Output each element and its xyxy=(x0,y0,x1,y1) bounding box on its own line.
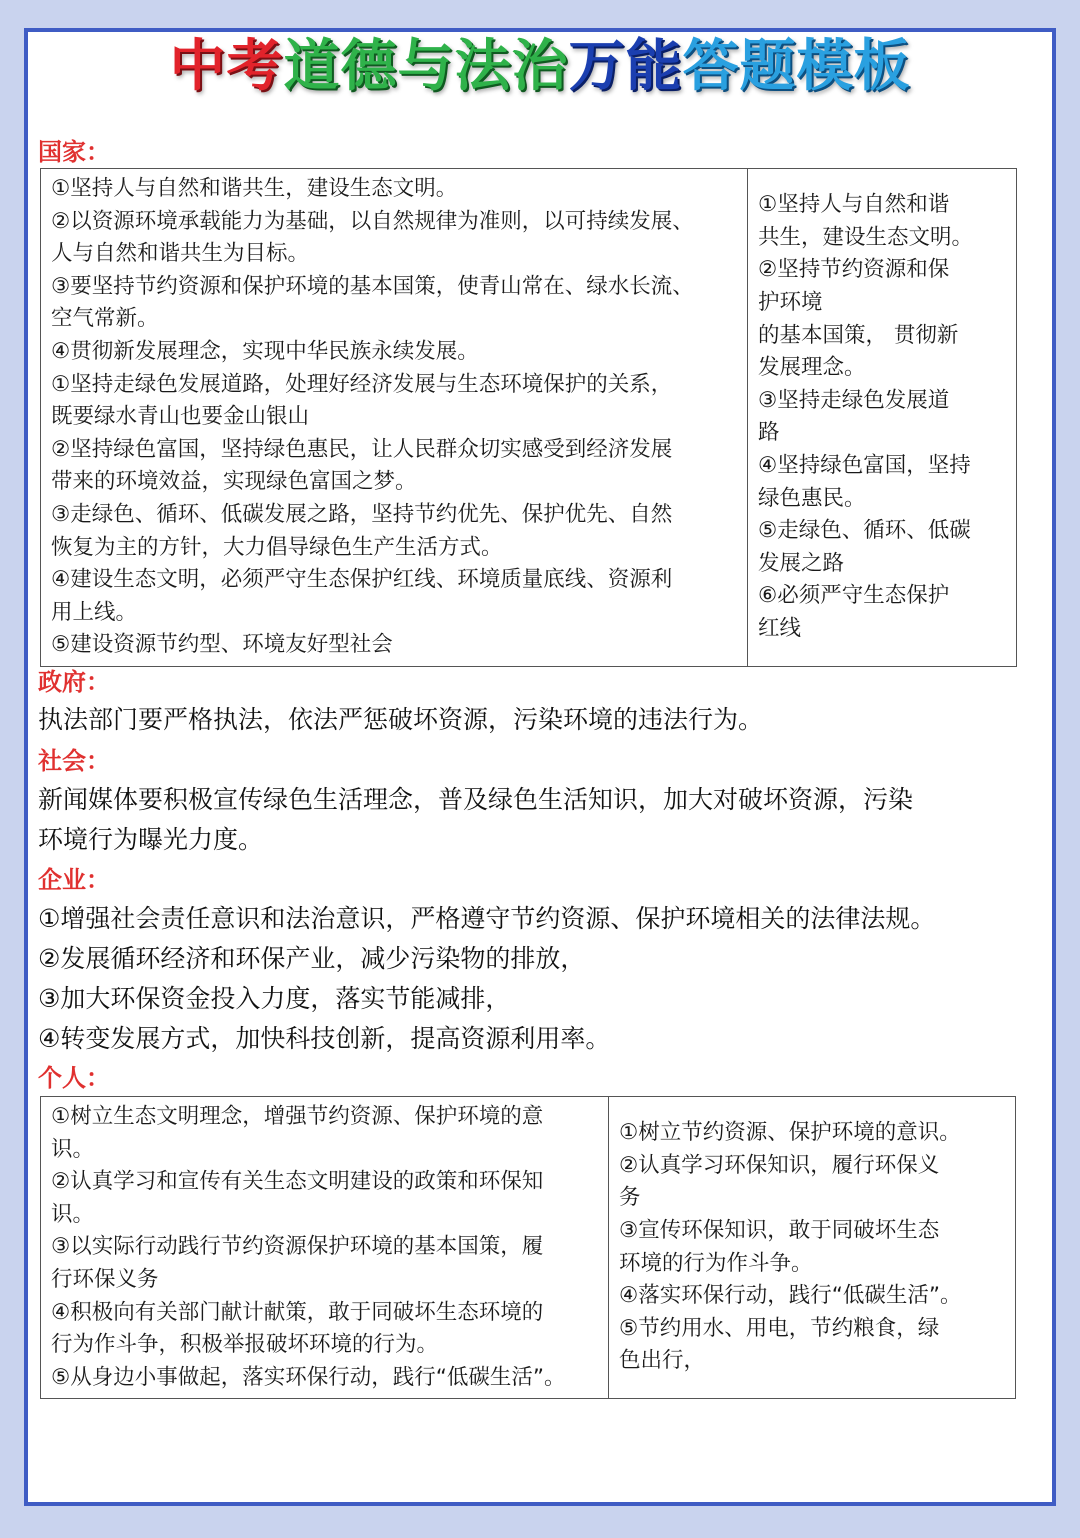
list-item: ⑤节约用水、用电，节约粮食，绿 xyxy=(619,1315,940,1341)
list-item: 既要绿水青山也要金山银山 xyxy=(51,404,310,430)
text-line: ③加大环保资金投入力度，落实节能减排， xyxy=(38,984,511,1013)
list-item: ①坚持人与自然和谐 xyxy=(758,192,950,218)
list-item: ⑤建设资源节约型、环境友好型社会 xyxy=(51,632,393,658)
list-item: ③宣传环保知识，敢于同破坏生态 xyxy=(619,1218,940,1244)
list-item: 色出行， xyxy=(619,1348,706,1374)
individual-table xyxy=(40,1096,1016,1399)
list-item: ④贯彻新发展理念，实现中华民族永续发展。 xyxy=(51,338,479,364)
list-item: ④落实环保行动，践行“低碳生活”。 xyxy=(619,1283,962,1309)
list-item: ⑥必须严守生态保护 xyxy=(758,583,950,609)
society-text xyxy=(38,780,998,860)
list-item: ②坚持节约资源和保 xyxy=(758,257,950,283)
list-item: 发展理念。 xyxy=(758,355,866,381)
list-item: ⑤从身边小事做起，落实环保行动，践行“低碳生活”。 xyxy=(51,1364,566,1390)
list-item: 环境的行为作斗争。 xyxy=(619,1250,813,1276)
title-part-2: 道德与法治 xyxy=(283,34,569,99)
list-item: ②以资源环境承载能力为基础，以自然规律为准则，以可持续发展、 xyxy=(51,208,694,234)
list-item: 识。 xyxy=(51,1136,95,1162)
list-item: ③坚持走绿色发展道 xyxy=(758,387,950,413)
individual-left-list xyxy=(51,1101,600,1394)
list-item: 空气常新。 xyxy=(51,306,159,332)
enterprise-heading: 企业： xyxy=(38,866,110,894)
title-part-1: 中考 xyxy=(169,34,284,99)
text-line: ①增强社会责任意识和法治意识，严格遵守节约资源、保护环境相关的法律法规。 xyxy=(38,904,936,933)
text-line: ②发展循环经济和环保产业，减少污染物的排放， xyxy=(38,944,586,973)
enterprise-text xyxy=(38,899,998,1059)
list-item: ①坚持走绿色发展道路，处理好经济发展与生态环境保护的关系， xyxy=(51,371,673,397)
list-item: ④积极向有关部门献计献策，敢于同破坏生态环境的 xyxy=(51,1299,544,1325)
text-line: 环境行为曝光力度。 xyxy=(38,825,264,854)
list-item: 用上线。 xyxy=(51,599,138,625)
list-item: 红线 xyxy=(758,616,802,642)
list-item: 务 xyxy=(619,1185,641,1211)
list-item: 路 xyxy=(758,420,780,446)
list-item: ①坚持人与自然和谐共生，建设生态文明。 xyxy=(51,176,458,201)
list-item: ②认真学习和宣传有关生态文明建设的政策和环保知 xyxy=(51,1169,544,1195)
national-heading: 国家： xyxy=(38,138,110,166)
list-item: ④坚持绿色富国，坚持 xyxy=(758,453,971,479)
society-heading: 社会： xyxy=(38,747,110,775)
national-right-list xyxy=(758,189,1008,645)
list-item: ③走绿色、循环、低碳发展之路，坚持节约优先、保护优先、自然 xyxy=(51,501,673,527)
individual-right-list xyxy=(619,1117,1007,1378)
title-part-3: 万能 xyxy=(568,34,683,99)
list-item: 共生，建设生态文明。 xyxy=(758,224,974,250)
list-item: ②坚持绿色富国，坚持绿色惠民，让人民群众切实感受到经济发展 xyxy=(51,436,673,462)
page-title xyxy=(0,22,1080,112)
individual-heading: 个人： xyxy=(38,1064,110,1092)
list-item: 行环保义务 xyxy=(51,1266,159,1292)
government-heading: 政府： xyxy=(38,668,110,696)
text-line: 执法部门要严格执法，依法严惩破坏资源，污染环境的违法行为。 xyxy=(38,705,764,734)
national-left-list xyxy=(51,173,739,662)
list-item: 发展之路 xyxy=(758,550,845,576)
list-item: 带来的环境效益，实现绿色富国之梦。 xyxy=(51,469,417,495)
title-part-4: 答题模板 xyxy=(682,34,911,99)
list-item: ②认真学习环保知识，履行环保义 xyxy=(619,1152,940,1178)
list-item: ①树立节约资源、保护环境的意识。 xyxy=(619,1120,961,1146)
text-line: 新闻媒体要积极宣传绿色生活理念，普及绿色生活知识，加大对破坏资源，污染 xyxy=(38,785,914,814)
list-item: 绿色惠民。 xyxy=(758,485,866,511)
national-table xyxy=(40,168,1017,667)
list-item: 护环境 xyxy=(758,290,823,316)
list-item: 识。 xyxy=(51,1201,95,1227)
individual-right-cell xyxy=(609,1097,1016,1399)
list-item: ①树立生态文明理念，增强节约资源、保护环境的意 xyxy=(51,1104,544,1129)
list-item: 的基本国策， 贯彻新 xyxy=(758,322,959,348)
government-text xyxy=(38,700,998,740)
list-item: 恢复为主的方针，大力倡导绿色生产生活方式。 xyxy=(51,534,503,560)
national-left-cell xyxy=(41,169,748,667)
list-item: ⑤走绿色、循环、低碳 xyxy=(758,518,971,544)
list-item: ④建设生态文明，必须严守生态保护红线、环境质量底线、资源利 xyxy=(51,567,673,593)
text-line: ④转变发展方式，加快科技创新，提高资源利用率。 xyxy=(38,1024,611,1053)
list-item: ③要坚持节约资源和保护环境的基本国策，使青山常在、绿水长流、 xyxy=(51,273,694,299)
list-item: 行为作斗争，积极举报破坏环境的行为。 xyxy=(51,1332,439,1358)
individual-left-cell xyxy=(41,1097,609,1399)
national-right-cell xyxy=(748,169,1017,667)
list-item: 人与自然和谐共生为目标。 xyxy=(51,241,310,267)
list-item: ③以实际行动践行节约资源保护环境的基本国策，履 xyxy=(51,1234,544,1260)
